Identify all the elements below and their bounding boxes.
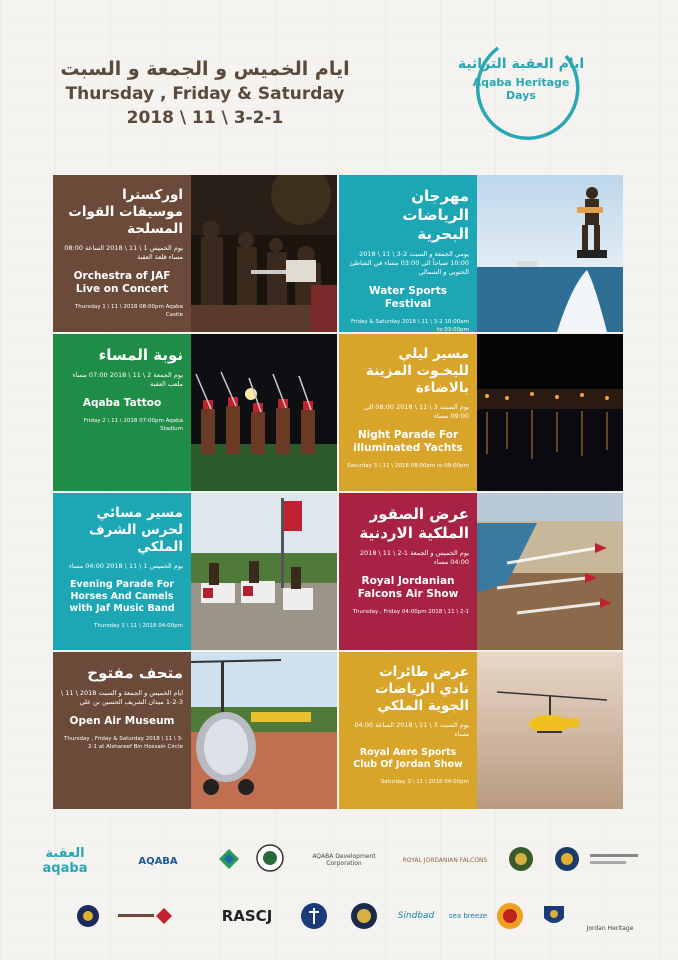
- navy-emblem-icon: [76, 904, 100, 928]
- event-card-evening-parade: [53, 493, 337, 650]
- aqaba-city-logo: العقبة aqaba: [42, 846, 88, 876]
- event-title-en: Royal Jordanian Falcons Air Show: [357, 575, 459, 600]
- event-details-en: Saturday 3 \ 11 \ 2018 08:00pm to 09:00pm: [347, 463, 469, 469]
- event-card-orchestra: [53, 175, 337, 332]
- event-details-ar: ايام الخميس و الجمعة و السبت 2018 \ 11 \ 3-2-1 ميدان الشريف الحسين بن علي: [61, 689, 183, 706]
- event-details-en: Saturday 3 \ 11 \ 2018 04:00pm: [380, 779, 469, 785]
- logo-text-en: Aqaba Heritage Days: [472, 76, 570, 102]
- gyrocopter-photo: [477, 652, 623, 809]
- logo-text-ar: ايام العقبة التراثية: [457, 56, 585, 72]
- rascj-logo: RASCJ: [221, 907, 273, 925]
- event-details-ar: يوم الخميس 1 \ 11 \ 2018 04:00 مساء: [68, 562, 183, 570]
- event-panel: [339, 334, 477, 491]
- aqaba-heritage-days-logo: [457, 34, 586, 150]
- adc-logo: AQABA Development Corporation: [312, 853, 376, 867]
- anchor-emblem-icon: [300, 902, 328, 930]
- adc-green-icon: [218, 848, 240, 870]
- royal-youth-logo-icon: [586, 848, 642, 870]
- event-title-en: Night Parade For illuminated Yachts: [353, 429, 463, 454]
- shield-emblem-icon: [540, 902, 568, 930]
- event-card-night-parade: [339, 334, 623, 491]
- event-card-falcons: [339, 493, 623, 650]
- event-card-aero-sports: [339, 652, 623, 809]
- event-title-ar: مسير مسائي لحرس الشرف الملكي: [88, 505, 183, 555]
- event-title-ar: عرض طائرات نادي الرياضات الجوية الملكي: [374, 664, 469, 714]
- event-panel: [339, 493, 477, 650]
- header: [60, 58, 350, 128]
- event-panel: [339, 652, 477, 809]
- event-details-ar: يوم الخميس و الجمعة 1-2 \ 11 \ 2018 04:00 مساء: [359, 549, 469, 566]
- event-card-aqaba-tattoo: [53, 334, 337, 491]
- event-title-ar: مهرجان الرياضات البحرية: [402, 187, 469, 243]
- orchestra-photo: [191, 175, 337, 332]
- event-panel: [53, 493, 191, 650]
- event-panel: [53, 175, 191, 332]
- event-details-en: Thursday 1 \ 11 \ 2018 08:00pm Aqaba Castle: [74, 304, 183, 318]
- falcons-photo: [477, 493, 623, 650]
- event-title-en: Evening Parade For Horses And Camels with Jaf Music Band: [69, 579, 175, 614]
- event-details-ar: يومي الجمعة و السبت 2-3 \ 11 \ 2018 10:00 صباحاً الى 03:00 مساء في الشاطئ الجنوبي و الشمالي: [349, 250, 469, 276]
- event-details-en: Thursday , Friday & Saturday 2018 \ 11 \ 3-2-1 at Alshareef Bin Hossain Circle: [64, 736, 183, 750]
- blue-badge-icon: [350, 902, 378, 930]
- event-card-water-sports: [339, 175, 623, 332]
- sindbad-logo: Sindbad: [397, 911, 435, 921]
- aqaba-tourism-logo-icon: [116, 904, 176, 928]
- sea-breeze-logo: sea breeze: [448, 912, 488, 920]
- royal-emblem-icon: [554, 846, 580, 872]
- water-sports-photo: [477, 175, 623, 332]
- aqaba-tattoo-photo: [191, 334, 337, 491]
- event-details-en: Thursday , Friday 04:00pm 2018 \ 11 \ 2-1: [352, 609, 469, 615]
- sponsor-logos: [30, 838, 650, 948]
- event-title-en: Aqaba Tattoo: [82, 397, 162, 409]
- event-details-ar: يوم الجمعة 2 \ 11 \ 2018 07:00 مساء ملعب العقبة: [72, 371, 183, 388]
- event-card-open-air-museum: [53, 652, 337, 809]
- header-dates: 2018 \ 11 \ 3-2-1: [126, 108, 284, 128]
- orange-badge-icon: [496, 902, 524, 930]
- event-details-ar: يوم الخميس 1 \ 11 \ 2018 الساعة 08:00 مساء قلعة العقبة: [64, 244, 183, 261]
- jordan-heritage-logo: Jordan Heritage: [586, 925, 634, 932]
- event-title-ar: اوركسترا موسيقات القوات المسلحة: [68, 187, 183, 237]
- event-title-en: Royal Aero Sports Club Of Jordan Show: [353, 747, 463, 770]
- event-title-ar: متحف مفتوح: [87, 664, 183, 682]
- rj-falcons-logo: ROYAL JORDANIAN FALCONS: [402, 856, 488, 864]
- event-title-ar: عرض الصقور الملكية الاردنية: [359, 505, 469, 542]
- army-emblem-icon: [508, 846, 534, 872]
- open-air-museum-photo: [191, 652, 337, 809]
- event-title-en: Water Sports Festival: [368, 285, 447, 310]
- event-panel: [53, 334, 191, 491]
- events-grid: [53, 175, 623, 810]
- header-title-ar: ايام الخميس و الجمعة و السبت: [60, 58, 350, 80]
- aseza-logo: AQABA: [138, 855, 178, 867]
- event-title-en: Orchestra of JAF Live on Concert: [73, 270, 171, 295]
- header-title-en: Thursday , Friday & Saturday: [65, 84, 345, 104]
- event-details-en: Friday 2 \ 11 \ 2018 07:00pm Aqaba Stadium: [83, 418, 183, 432]
- event-details-en: Friday & Saturday 2018 \ 11 \ 3-2 10:00am to 03:00pm: [351, 319, 469, 332]
- event-panel: [339, 175, 477, 332]
- event-title-en: Open Air Museum: [69, 715, 175, 727]
- event-details-ar: يوم السبت 3 \ 11 \ 2018 08:00 الى 09:00 مساء: [364, 403, 469, 420]
- event-details-ar: يوم السبت 3 \ 11 \ 2018 الساعة 04:00 مساء: [354, 721, 469, 738]
- emblem-icon: [256, 844, 284, 872]
- event-title-ar: مسير ليلي لليخـوت المزينة بالاضاءة: [365, 346, 469, 396]
- event-details-en: Thursday 1 \ 11 \ 2018 04:00pm: [94, 623, 183, 629]
- event-title-ar: نوبة المساء: [98, 346, 183, 364]
- night-yachts-photo: [477, 334, 623, 491]
- event-panel: [53, 652, 191, 809]
- horses-parade-photo: [191, 493, 337, 650]
